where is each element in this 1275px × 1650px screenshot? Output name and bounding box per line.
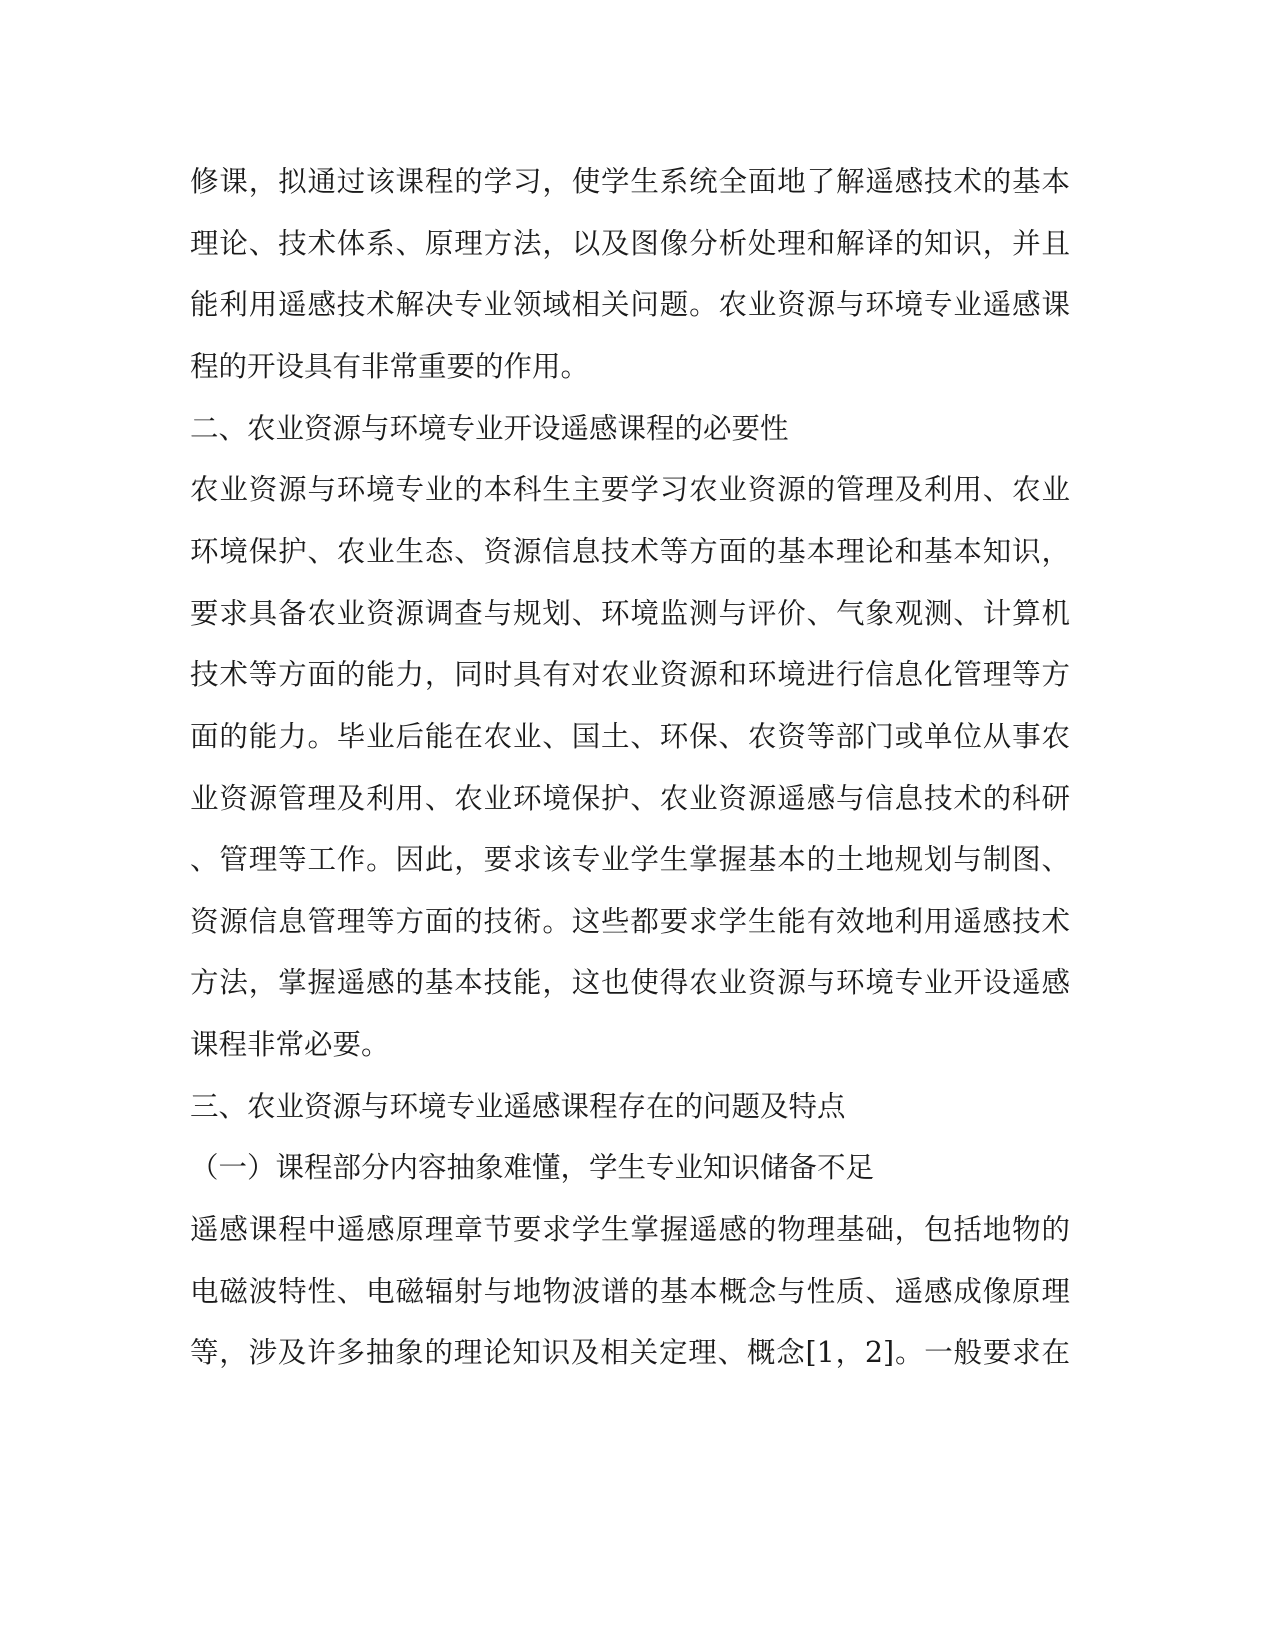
body-text-line: 理论、技术体系、原理方法，以及图像分析处理和解译的知识，并且 — [190, 227, 1070, 260]
body-text-line: 、管理等工作。因此，要求该专业学生掌握基本的土地规划与制图、 — [190, 843, 1070, 876]
body-text-line: 能利用遥感技术解决专业领域相关问题。农业资源与环境专业遥感课 — [190, 288, 1070, 321]
body-text-line: 环境保护、农业生态、资源信息技术等方面的基本理论和基本知识， — [190, 535, 1070, 568]
body-text-line: 等，涉及许多抽象的理论知识及相关定理、概念[1，2]。一般要求在 — [190, 1336, 1070, 1369]
body-text-line: 修课，拟通过该课程的学习，使学生系统全面地了解遥感技术的基本 — [190, 165, 1070, 198]
subsection-heading: （一）课程部分内容抽象难懂，学生专业知识储备不足 — [190, 1151, 875, 1184]
body-text-line: 农业资源与环境专业的本科生主要学习农业资源的管理及利用、农业 — [190, 473, 1070, 506]
section-heading: 三、农业资源与环境专业遥感课程存在的问题及特点 — [190, 1090, 846, 1123]
body-text-line: 面的能力。毕业后能在农业、国土、环保、农资等部门或单位从事农 — [190, 720, 1070, 753]
body-text-line: 遥感课程中遥感原理章节要求学生掌握遥感的物理基础，包括地物的 — [190, 1213, 1070, 1246]
body-text-line: 程的开设具有非常重要的作用。 — [190, 350, 590, 383]
body-text-line: 课程非常必要。 — [190, 1028, 390, 1061]
body-text-line: 方法，掌握遥感的基本技能，这也使得农业资源与环境专业开设遥感 — [190, 966, 1070, 999]
section-heading: 二、农业资源与环境专业开设遥感课程的必要性 — [190, 412, 789, 445]
body-text-line: 业资源管理及利用、农业环境保护、农业资源遥感与信息技术的科研 — [190, 782, 1070, 815]
body-text-line: 电磁波特性、电磁辐射与地物波谱的基本概念与性质、遥感成像原理 — [190, 1275, 1070, 1308]
body-text-line: 技术等方面的能力，同时具有对农业资源和环境进行信息化管理等方 — [190, 658, 1070, 691]
body-text-line: 资源信息管理等方面的技術。这些都要求学生能有效地利用遥感技术 — [190, 905, 1070, 938]
body-text-line: 要求具备农业资源调查与规划、环境监测与评价、气象观测、计算机 — [190, 597, 1070, 630]
